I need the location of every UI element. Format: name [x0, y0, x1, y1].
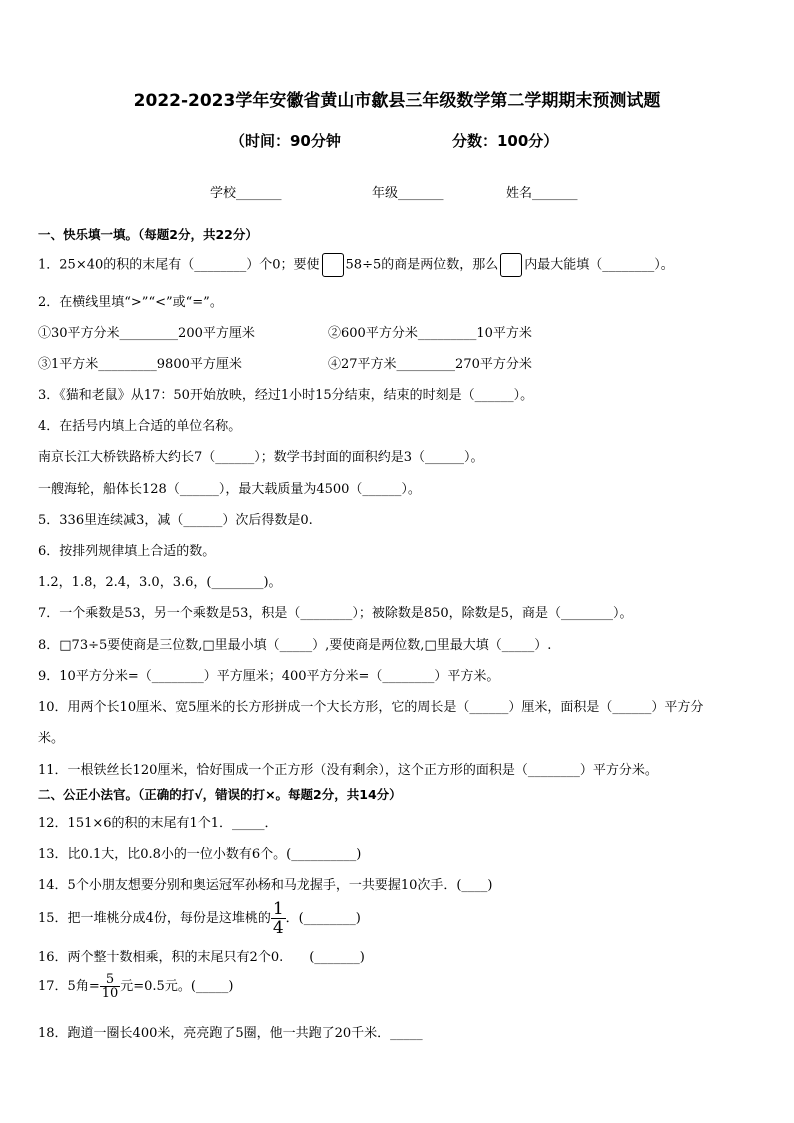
- question-11: 11．一根铁丝长120厘米，恰好围成一个正方形（没有剩余），这个正方形的面积是（________）平方分米。: [38, 763, 658, 778]
- question-9: 9．10平方分米=（________）平方厘米；400平方分米=（________）平方米。: [38, 669, 500, 684]
- question-8: 8．□73÷5要使商是三位数,□里最小填（_____）,要使商是两位数,□里最大填（_____）.: [38, 638, 552, 653]
- fraction-denominator: 4: [272, 918, 284, 938]
- school-field: 学校_______: [210, 186, 282, 201]
- question-1-part-a: 1．25×40的积的末尾有（________）个0；要使: [38, 257, 320, 273]
- question-15: [38, 900, 361, 937]
- question-14: 14．5个小朋友想要分别和奥运冠军孙杨和马龙握手，一共要握10次手．(____): [38, 878, 493, 893]
- question-15-part-b: ．(________): [285, 911, 361, 926]
- exam-time: （时间：90分钟: [230, 132, 341, 150]
- question-10-continued: 米。: [38, 731, 65, 746]
- question-2: 2．在横线里填“>”“<”或“=”。: [38, 295, 223, 310]
- fraction-numerator: 5: [100, 973, 121, 987]
- blank-box: [500, 253, 522, 277]
- grade-field: 年级_______: [372, 186, 444, 201]
- fraction-numerator: 1: [272, 899, 284, 919]
- section-2-heading: 二、公正小法官。（正确的打√，错误的打×。每题2分，共14分）: [38, 787, 402, 802]
- question-17-part-a: 17．5角=: [38, 979, 100, 994]
- question-17-part-b: 元=0.5元。(_____): [120, 979, 234, 994]
- question-18: 18．跑道一圈长400米，亮亮跑了5圈，他一共跑了20千米．_____: [38, 1026, 423, 1041]
- fraction-one-quarter: [271, 900, 286, 937]
- question-13: 13．比0.1大，比0.8小的一位小数有6个。(__________): [38, 847, 362, 862]
- question-16: 16．两个整十数相乘，积的末尾只有2个0. (_______): [38, 950, 365, 965]
- question-1-part-c: 内最大能填（________）。: [524, 257, 674, 273]
- question-3: 3．《猫和老鼠》从17：50开始放映，经过1小时15分结束，结束的时刻是（______）。: [38, 388, 534, 403]
- question-4-line-2: 一艘海轮，船体长128（______），最大载质量为4500（______）。: [38, 482, 421, 497]
- question-1: [38, 253, 674, 277]
- exam-score: 分数：100分）: [452, 132, 559, 150]
- question-7: 7．一个乘数是53，另一个乘数是53，积是（________）；被除数是850，除数是5，商是（________）。: [38, 606, 633, 621]
- question-2-item-4: ④27平方米_________270平方分米: [328, 357, 532, 372]
- question-2-item-1: ①30平方分米_________200平方厘米: [38, 326, 255, 341]
- question-17: [38, 973, 233, 1000]
- question-15-part-a: 15．把一堆桃分成4份，每份是这堆桃的: [38, 911, 271, 926]
- blank-box: [322, 253, 344, 277]
- question-2-item-3: ③1平方米_________9800平方厘米: [38, 357, 242, 372]
- question-6: 6．按排列规律填上合适的数。: [38, 544, 216, 559]
- fraction-five-tenths: [100, 973, 121, 1000]
- question-10: 10．用两个长10厘米、宽5厘米的长方形拼成一个大长方形，它的周长是（______）厘米，面积是（______）平方分: [38, 700, 704, 715]
- exam-title: 2022-2023学年安徽省黄山市歙县三年级数学第二学期期末预测试题: [133, 91, 661, 111]
- question-6-sequence: 1.2，1.8，2.4，3.0，3.6，(________)。: [38, 575, 282, 590]
- question-1-part-b: 58÷5的商是两位数，那么: [345, 257, 499, 273]
- name-field: 姓名_______: [506, 186, 578, 201]
- question-5: 5．336里连续减3，减（______）次后得数是0.: [38, 513, 313, 528]
- question-4-line-1: 南京长江大桥铁路桥大约长7（______）；数学书封面的面积约是3（______）。: [38, 450, 484, 465]
- question-4: 4．在括号内填上合适的单位名称。: [38, 419, 242, 434]
- question-12: 12．151×6的积的末尾有1个1．_____．: [38, 816, 278, 831]
- section-1-heading: 一、快乐填一填。（每题2分，共22分）: [38, 227, 258, 242]
- fraction-denominator: 10: [101, 986, 119, 1001]
- question-2-item-2: ②600平方分米_________10平方米: [328, 326, 532, 341]
